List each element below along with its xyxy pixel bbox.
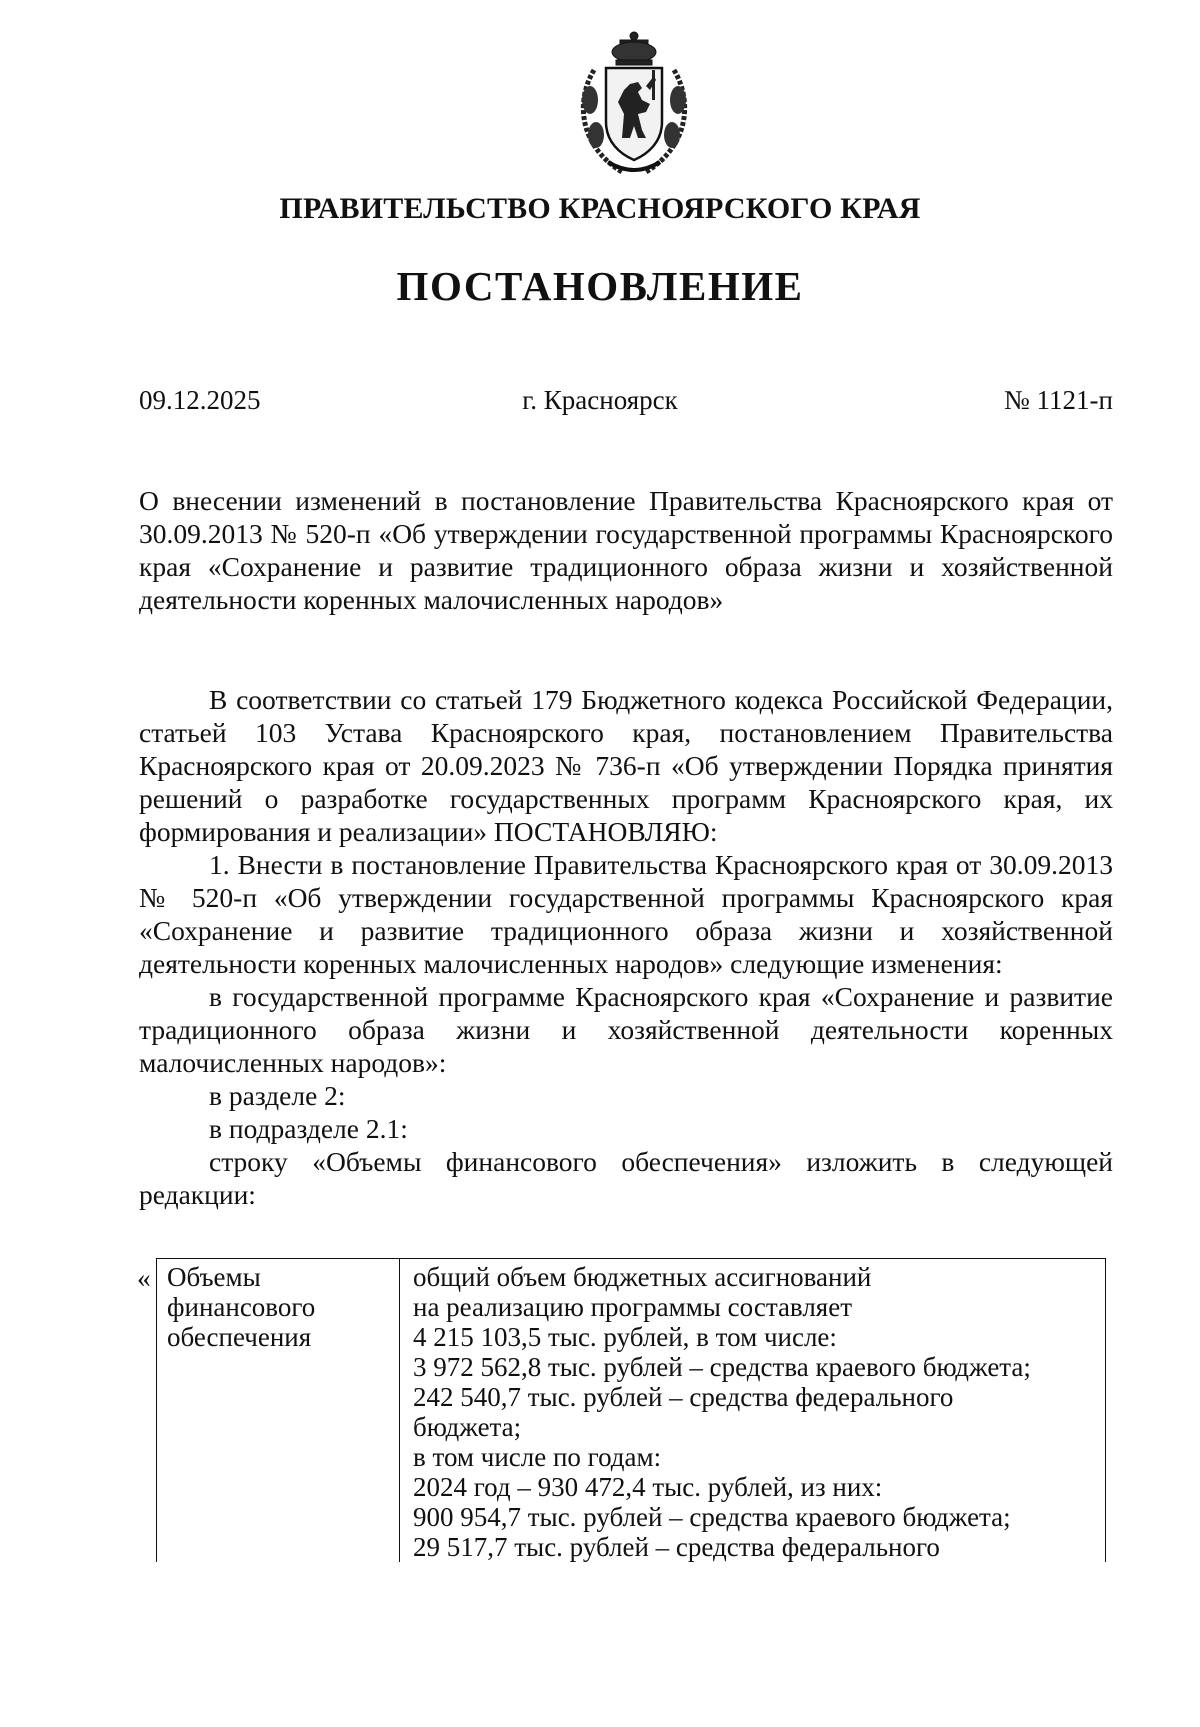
value-line: бюджета; xyxy=(413,1412,522,1442)
value-line: 242 540,7 тыс. рублей – средства федерального xyxy=(413,1382,954,1412)
krasnoyarsk-coat-of-arms-icon xyxy=(572,30,696,180)
value-line: 3 972 562,8 тыс. рублей – средства краевого бюджета; xyxy=(413,1352,1031,1382)
document-type-title: ПОСТАНОВЛЕНИЕ xyxy=(396,263,804,309)
organization-name: ПРАВИТЕЛЬСТВО КРАСНОЯРСКОГО КРАЯ xyxy=(279,192,921,225)
value-line: общий объем бюджетных ассигнований xyxy=(413,1262,872,1292)
value-line: в том числе по годам: xyxy=(413,1442,662,1472)
value-line: на реализацию программы составляет xyxy=(413,1292,853,1322)
paragraph-edit-instruction: строку «Объемы финансового обеспечения» изложить в следующей редакции: xyxy=(139,1146,1113,1210)
document-number: № 1121-п xyxy=(1004,385,1113,415)
paragraph-item-1: 1. Внести в постановление Правительства Красноярского края от 30.09.2013 № 520-п «Об утверждении государственной программы Красноярского края «Сохранение и развитие традиционного образа жизни и хозяйственной деятельности коренных малочисленных народов» следующие изменения: xyxy=(139,849,1113,979)
value-line: 2024 год – 930 472,4 тыс. рублей, из них: xyxy=(413,1472,883,1502)
document-city: г. Красноярск xyxy=(522,385,678,415)
table-row xyxy=(157,1259,1106,1563)
table-cell-value xyxy=(400,1259,1106,1563)
value-line: 4 215 103,5 тыс. рублей, в том числе: xyxy=(413,1322,837,1352)
paragraph-subsection: в подразделе 2.1: xyxy=(209,1113,408,1144)
financing-table xyxy=(156,1258,1106,1562)
paragraph-section: в разделе 2: xyxy=(209,1080,346,1111)
opening-quote: « xyxy=(137,1262,151,1293)
value-line: 900 954,7 тыс. рублей – средства краевого бюджета; xyxy=(413,1502,1011,1532)
table-cell-label xyxy=(157,1259,400,1563)
label-line: финансового xyxy=(167,1292,316,1322)
paragraph-preamble: В соответствии со статьей 179 Бюджетного кодекса Российской Федерации, статьей 103 Устава Красноярского края, постановлением Правительства Красноярского края от 20.09.2023 № 736-п «Об утверждении Порядка принятия решений о разработке государственных программ Красноярского края, их формирования и реализации» ПОСТАНОВЛЯЮ: xyxy=(139,684,1113,847)
value-line: 29 517,7 тыс. рублей – средства федерального xyxy=(413,1532,940,1562)
document-date: 09.12.2025 xyxy=(139,385,261,415)
label-line: обеспечения xyxy=(167,1322,312,1352)
document-subject: О внесении изменений в постановление Правительства Красноярского края от 30.09.2013 № 520-п «Об утверждении государственной программы Красноярского края «Сохранение и развитие традиционного образа жизни и хозяйственной деятельности коренных малочисленных народов» xyxy=(139,485,1113,615)
document-body xyxy=(139,683,1113,1211)
paragraph-program: в государственной программе Красноярского края «Сохранение и развитие традиционного образа жизни и хозяйственной деятельности коренных малочисленных народов»: xyxy=(139,981,1113,1078)
label-line: Объемы xyxy=(167,1262,261,1292)
